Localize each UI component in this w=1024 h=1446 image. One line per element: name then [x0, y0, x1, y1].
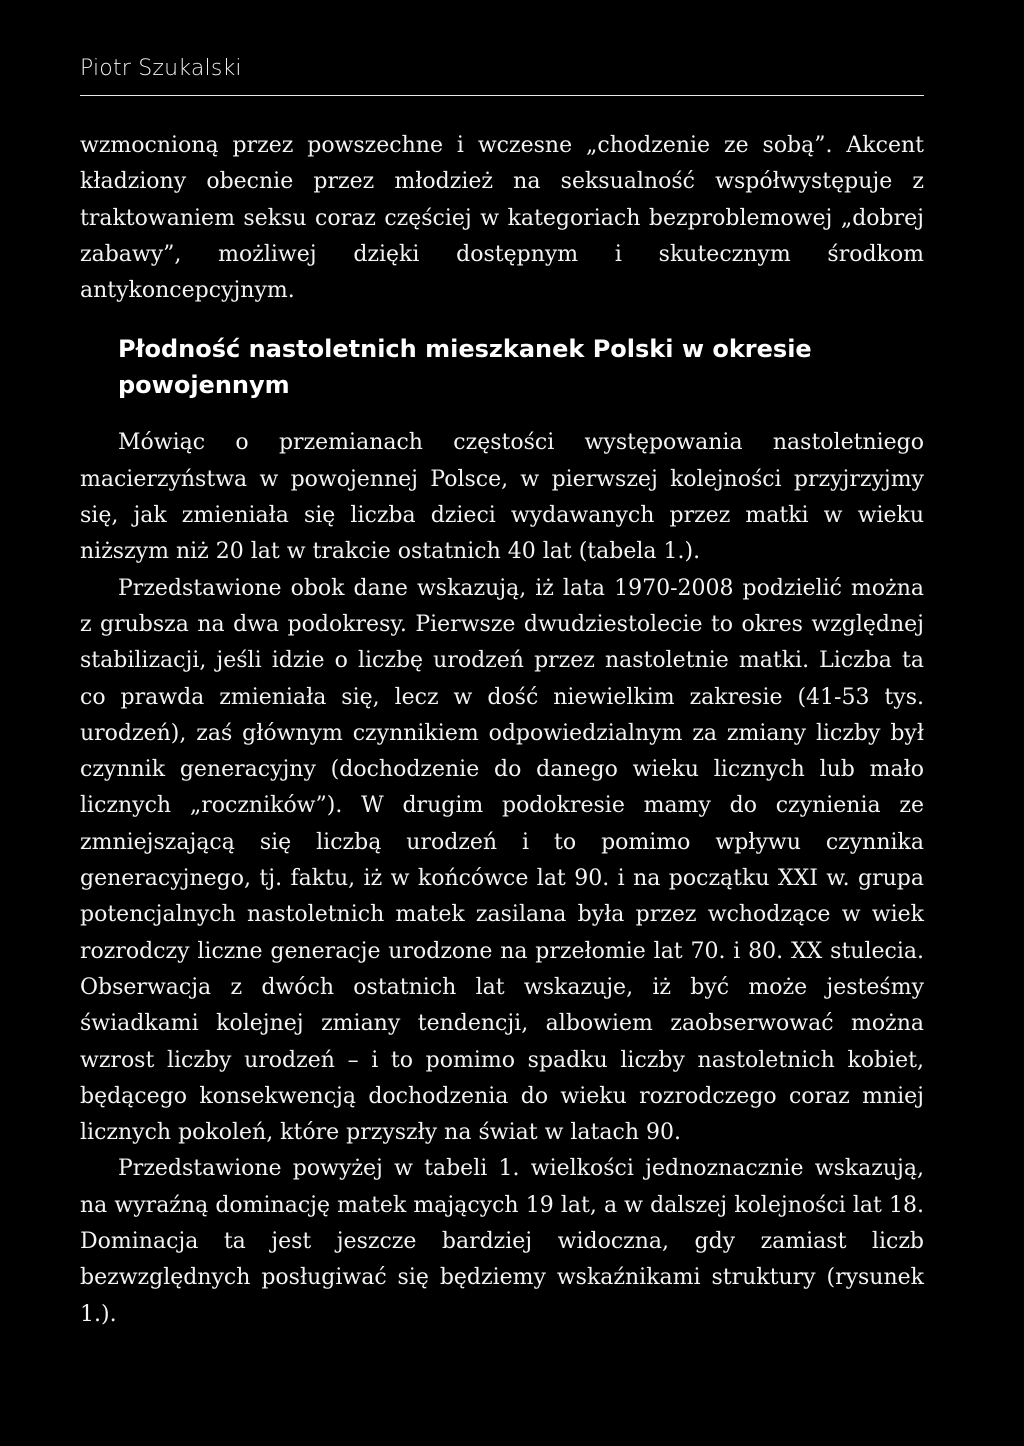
header-rule: [80, 95, 924, 96]
paragraph-periods: Przedstawione obok dane wskazują, iż lata 1970-2008 podzielić można z grubsza na dwa podokresy. Pierwsze dwudziestolecie to okres względnej stabilizacji, jeśli idzie o liczbę urodzeń przez nastoletnie matki. Liczba ta co prawda zmieniała się, lecz w dość niewielkim zakresie (41-53 tys. urodzeń), zaś głównym czynnikiem odpowiedzialnym za zmiany liczby był czynnik generacyjny (dochodzenie do danego wieku licznych lub mało licznych „roczników”). W drugim podokresie mamy do czynienia ze zmniejszającą się liczbą urodzeń i to pomimo wpływu czynnika generacyjnego, tj. faktu, iż w końcówce lat 90. i na początku XXI w. grupa potencjalnych nastoletnich matek zasilana była przez wchodzące w wiek rozrodczy liczne generacje urodzone na przełomie lat 70. i 80. XX stulecia. Obserwacja z dwóch ostatnich lat wskazuje, iż być może jesteśmy świadkami kolejnej zmiany tendencji, albowiem zaobserwować można wzrost liczby urodzeń – i to pomimo spadku liczby nastoletnich kobiet, będącego konsekwencją dochodzenia do wieku rozrodczego coraz mniej licznych pokoleń, które przyszły na świat w latach 90.: [80, 575, 924, 1146]
paragraph-continuation: wzmocnioną przez powszechne i wczesne „chodzenie ze sobą”. Akcent kładziony obecnie przez młodzież na seksualność współwystępuje z traktowaniem seksu coraz częściej w kategoriach bezproblemowej „dobrej zabawy”, możliwej dzięki dostępnym i skutecznym środkom antykoncepcyjnym.: [80, 133, 924, 304]
running-header-author: Piotr Szukalski: [80, 56, 242, 81]
page-body: [80, 128, 924, 1333]
paragraph-intro: Mówiąc o przemianach częstości występowania nastoletniego macierzyństwa w powojennej Polsce, w pierwszej kolejności przyjrzyjmy się, jak zmieniała się liczba dzieci wydawanych przez matki w wieku niższym niż 20 lat w trakcie ostatnich 40 lat (tabela 1.).: [80, 430, 924, 565]
paragraph-dominance: Przedstawione powyżej w tabeli 1. wielkości jednoznacznie wskazują, na wyraźną dominację matek mających 19 lat, a w dalszej kolejności lat 18. Dominacja ta jest jeszcze bardziej widoczna, gdy zamiast liczb bezwzględnych posługiwać się będziemy wskaźnikami struktury (rysunek 1.).: [80, 1156, 924, 1327]
section-heading: Płodność nastoletnich mieszkanek Polski w okresie powojennym: [118, 335, 812, 400]
